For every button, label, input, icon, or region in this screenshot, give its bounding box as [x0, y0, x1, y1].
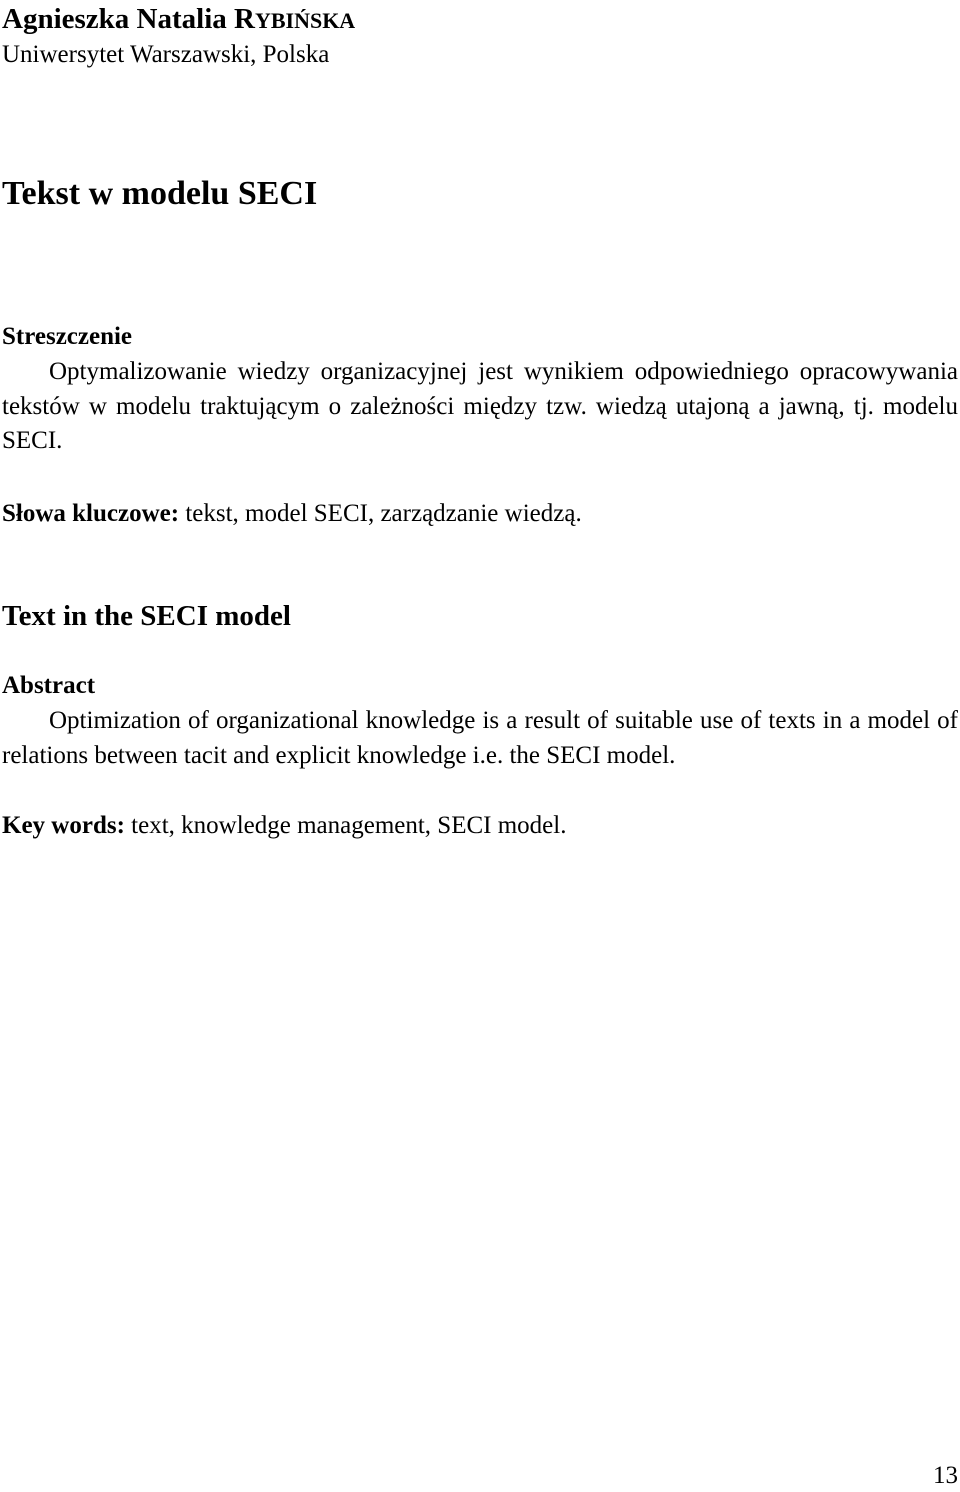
article-title-polish: Tekst w modelu SECI — [2, 175, 318, 212]
author-given-names: Agnieszka Natalia R — [2, 3, 255, 35]
author-name — [2, 1, 958, 39]
author-affiliation: Uniwersytet Warszawski, Polska — [2, 41, 330, 68]
author-surname-smallcaps: YBIŃSKA — [254, 8, 356, 33]
page-number: 13 — [933, 1462, 958, 1489]
abstract-text-english: Optimization of organizational knowledge is a result of suitable use of texts in a model of relations between tacit and explicit knowledge i.e. the SECI model. — [2, 707, 958, 769]
article-title-english: Text in the SECI model — [2, 600, 291, 632]
keywords-english — [2, 809, 958, 843]
keywords-text-english: text, knowledge management, SECI model. — [124, 812, 567, 839]
keywords-label-english: Key words: — [2, 812, 125, 839]
keywords-polish — [2, 497, 958, 531]
keywords-label-polish: Słowa kluczowe: — [2, 500, 180, 527]
abstract-text-polish: Optymalizowanie wiedzy organizacyjnej jest wynikiem odpowiedniego opracowywania tekstów w modelu traktującym o zależności między tzw. wiedzą utajoną a jawną, tj. modelu SECI. — [2, 358, 958, 454]
abstract-heading-english: Abstract — [2, 672, 96, 699]
abstract-heading-polish: Streszczenie — [2, 323, 133, 350]
keywords-text-polish: tekst, model SECI, zarządzanie wiedzą. — [179, 500, 582, 527]
